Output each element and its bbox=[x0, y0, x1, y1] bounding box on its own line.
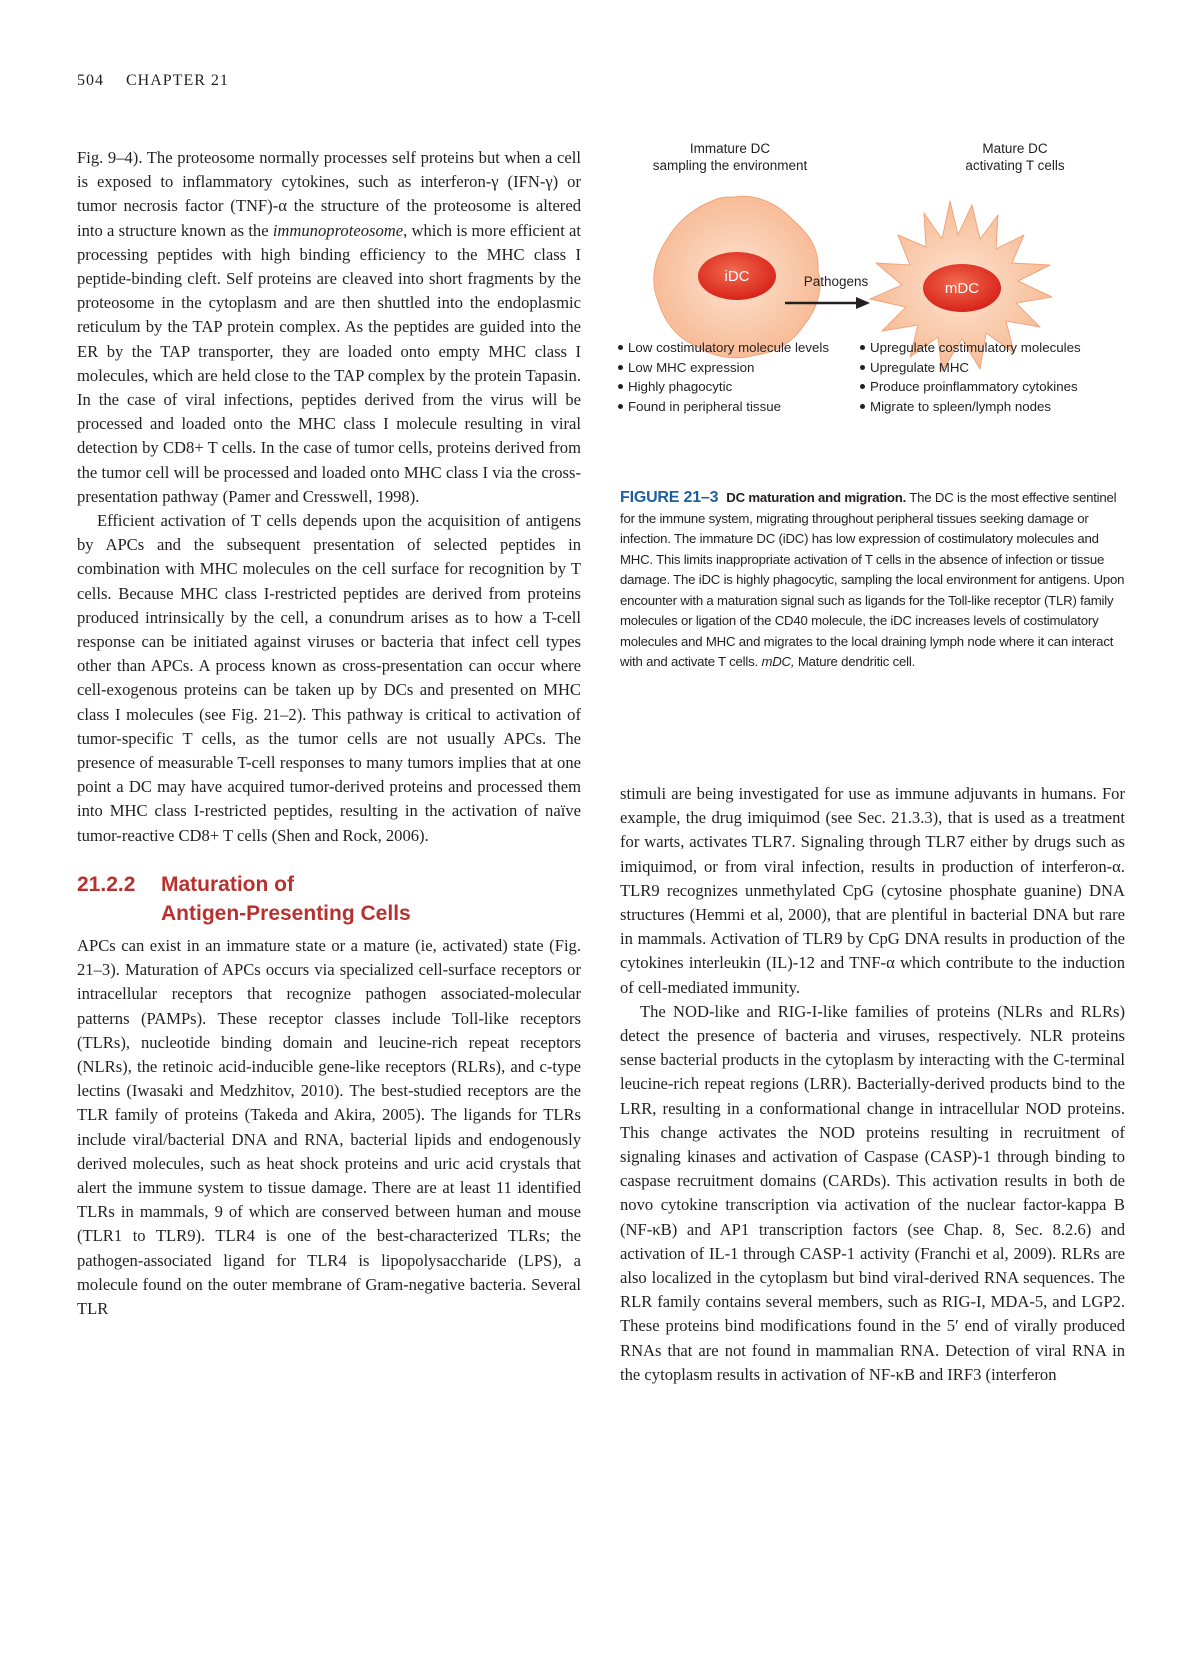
figure-21-3 bbox=[620, 140, 1130, 740]
section-heading bbox=[77, 870, 581, 928]
list-item: Highly phagocytic bbox=[616, 377, 846, 397]
list-item: Produce proinflammatory cytokines bbox=[858, 377, 1128, 397]
list-item: Found in peripheral tissue bbox=[616, 397, 846, 417]
list-item: Upregulate MHC bbox=[858, 358, 1128, 378]
list-item: Low MHC expression bbox=[616, 358, 846, 378]
idc-label: iDC bbox=[724, 268, 750, 285]
mdc-bullet-list bbox=[858, 338, 1128, 416]
caption-title: DC maturation and migration. bbox=[726, 490, 907, 505]
paragraph: APCs can exist in an immature state or a mature (ie, activated) state (Fig. 21–3). Maturation of APCs occurs via specialized cell-surface receptors or intracellular receptors that recognize pathogen associated-molecular patterns (PAMPs). These receptor classes include Toll-like receptors (TLRs), nucleotide binding domain and leucine-rich repeat receptors (NLRs), the retinoic acid-inducible gene-like receptors (RLRs), and c-type lectins (Iwasaki and Medzhitov, 2010). The best-studied receptors are the TLR family of proteins (Takeda and Akira, 2005). The ligands for TLRs include viral/bacterial DNA and RNA, bacterial lipids and endogenously derived molecules, such as heat shock proteins and uric acid crystals that alert the immune system to tissue damage. There are at least 11 identified TLRs in mammals, 9 of which are conserved between human and mouse (TLR1 to TLR9). TLR4 is one of the best-characterized TLRs; the pathogen-associated ligand for TLR4 is lipopolysaccharide (LPS), a molecule found on the outer membrane of Gram-negative bacteria. Several TLR bbox=[77, 935, 581, 1318]
mature-dc-label: Mature DC activating T cells bbox=[965, 141, 1065, 173]
pathogens-label: Pathogens bbox=[803, 274, 869, 289]
right-column bbox=[620, 782, 1125, 1387]
paragraph: The NOD-like and RIG-I-like families of proteins (NLRs and RLRs) detect the presence of bacteria and viruses, respectively. NLR proteins sense bacterial products in the cytoplasm by interacting with the C-terminal leucine-rich repeat regions (LRR). Bacterially-derived products bind to the LRR, resulting in a conformational change in intracellular NOD proteins. This change activates the NOD proteins resulting in recruitment of signaling kinases and activation of Caspase (CASP)-1 through binding to caspase recruitment domains (CARDs). This activation results in both de novo cytokine transcription via activation of the nuclear factor-kappa B (NF-κB) and AP1 transcription factors (see Chap. 8, Sec. 8.2.6) and activation of IL-1 through CASP-1 activity (Franchi et al, 2009). RLRs are also localized in the cytoplasm but bind viral-derived RNA sequences. The RLR family contains several members, such as RIG-I, MDA-5, and LGP2. These proteins bind modifications found in the 5′ end of virally produced RNAs that are not found in mammalian RNA. Detection of viral RNA in the cytoplasm results in activation of NF-κB and IRF3 (interferon bbox=[620, 1001, 1125, 1384]
page-header bbox=[77, 72, 229, 90]
left-column bbox=[77, 146, 581, 1321]
section-number: 21.2.2 bbox=[77, 872, 136, 896]
figure-caption: FIGURE 21–3 DC maturation and migration. The DC is the most effective sentinel for the immune system, migrating throughout peripheral tissues seeking damage or infection. The immature DC (iDC) has low expression of costimulatory molecules and MHC. This limits inappropriate activation of T cells in the absence of infection or tissue damage. The iDC is highly phagocytic, sampling the local environment for antigens. Upon encounter with a maturation signal such as ligands for the Toll-like receptor (TLR) family molecules or ligation of the CD40 molecule, the iDC increases levels of costimulatory molecules and MHC and migrates to the local draining lymph node where it can interact with and activate T cells. mDC, Mature dendritic cell. bbox=[620, 489, 1125, 669]
idc-bullet-list bbox=[616, 338, 846, 416]
arrow-head-icon bbox=[856, 297, 870, 309]
list-item: Upregulate costimulatory molecules bbox=[858, 338, 1128, 358]
section-title-line1: Maturation of bbox=[161, 872, 294, 896]
paragraph: Fig. 9–4). The proteosome normally processes self proteins but when a cell is exposed to inflammatory cytokines, such as interferon-γ (IFN-γ) or tumor necrosis factor (TNF)-α the structure of the proteosome is altered into a structure known as the immunoproteosome, which is more efficient at processing peptides with high binding efficiency to the MHC class I peptide-binding cleft. Self proteins are cleaved into short fragments by the proteosome in the cytoplasm and are then shuttled into the endoplasmic reticulum by the TAP protein complex. As the peptides are guided into the ER by the TAP transporter, they are loaded onto empty MHC class I molecules, which are held close to the TAP complex by the protein Tapasin. In the case of viral infections, peptides derived from the virus will be processed and loaded onto the MHC class I molecule resulting in viral detection by CD8+ T cells. In the case of tumor cells, proteins derived from the tumor cell will be processed and loaded onto MHC class I via the cross-presentation pathway (Pamer and Cresswell, 1998). bbox=[77, 148, 581, 506]
figure-number: FIGURE 21–3 bbox=[620, 489, 719, 506]
paragraph: stimuli are being investigated for use as immune adjuvants in humans. For example, the drug imiquimod (see Sec. 21.3.3), that is used as a treatment for warts, activates TLR7. Signaling through TLR7 either by drugs such as imiquimod, or from viral infection, results in production of interferon-α. TLR9 recognizes unmethylated CpG (cytosine phosphate guanine) DNA structures (Hemmi et al, 2000), that are plentiful in bacterial DNA but rare in mammals. Activation of TLR9 by CpG DNA results in production of the cytokines interleukin (IL)-12 and TNF-α which contribute to the induction of cell-mediated immunity. bbox=[620, 784, 1125, 997]
list-item: Low costimulatory molecule levels bbox=[616, 338, 846, 358]
chapter-label: CHAPTER 21 bbox=[126, 72, 229, 89]
immature-dc-label: Immature DC sampling the environment bbox=[652, 141, 808, 173]
page-number: 504 bbox=[77, 72, 104, 89]
paragraph: Efficient activation of T cells depends upon the acquisition of antigens by APCs and the subsequent presentation of selected peptides in combination with MHC molecules on the cell surface for recognition by T cells. Because MHC class I-restricted peptides are derived from proteins produced intrinsically by the cell, a conundrum arises as to how a T-cell response can be initiated against viruses or bacteria that infect cell types other than APCs. A process known as cross-presentation can occur where cell-exogenous proteins can be taken up by DCs and presented on MHC class I molecules (see Fig. 21–2). This pathway is critical to activation of tumor-specific T cells, as the tumor cells are not usually APCs. The presence of measurable T-cell responses to many tumors implies that at one point a DC may have acquired tumor-derived proteins and processed them into MHC class I-restricted peptides, resulting in the activation of naïve tumor-reactive CD8+ T cells (Shen and Rock, 2006). bbox=[77, 511, 581, 845]
mdc-label: mDC bbox=[944, 280, 980, 297]
section-title-line2: Antigen-Presenting Cells bbox=[161, 901, 411, 925]
list-item: Migrate to spleen/lymph nodes bbox=[858, 397, 1128, 417]
